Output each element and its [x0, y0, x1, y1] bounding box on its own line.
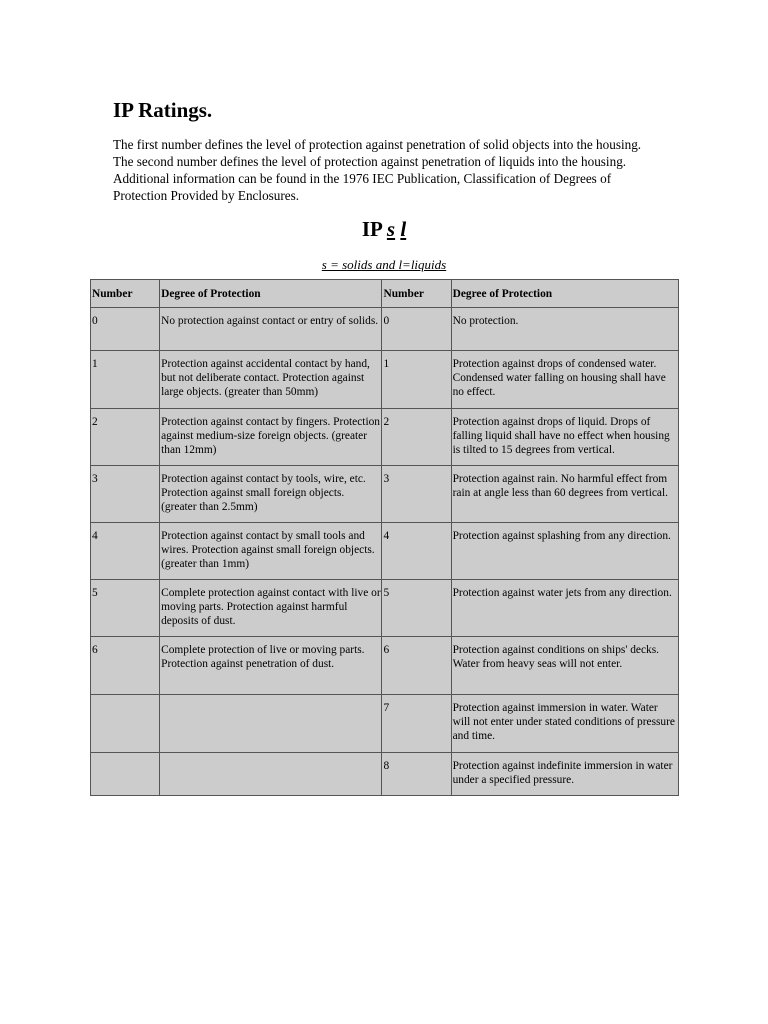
intro-paragraph: The first number defines the level of protection against penetration of solid objects into the housing. The second number defines the level of protection against penetration of liquids into the housing. Additional information can be found in the 1976 IEC Publication, Classification of Degrees of Protection Provided by Enclosures.	[113, 137, 642, 203]
table-row	[91, 695, 679, 753]
table-header-row	[91, 280, 679, 308]
table-row	[91, 351, 679, 409]
liquid-protection-cell: Protection against drops of liquid. Drops of falling liquid shall have no effect when housing is tilted to 15 degrees from vertical.	[451, 409, 678, 466]
solid-protection-cell: Protection against contact by fingers. Protection against medium-size foreign objects. (greater than 12mm)	[160, 409, 382, 466]
table-row	[91, 753, 679, 796]
table-row	[91, 523, 679, 580]
header-liquid-protection: Degree of Protection	[451, 280, 678, 308]
table-row	[91, 637, 679, 695]
solid-number-cell: 3	[91, 466, 160, 523]
liquid-number-cell: 8	[382, 753, 451, 796]
ip-code-heading	[0, 216, 768, 242]
liquid-protection-cell: Protection against splashing from any direction.	[451, 523, 678, 580]
table-row	[91, 308, 679, 351]
solid-number-cell: 4	[91, 523, 160, 580]
solid-protection-cell: Complete protection of live or moving parts. Protection against penetration of dust.	[160, 637, 382, 695]
liquid-number-cell: 4	[382, 523, 451, 580]
liquid-number-cell: 5	[382, 580, 451, 637]
liquid-number-cell: 0	[382, 308, 451, 351]
solid-variable: s	[386, 217, 396, 241]
liquid-number-cell: 3	[382, 466, 451, 523]
solid-number-cell: 2	[91, 409, 160, 466]
solid-protection-cell	[160, 695, 382, 753]
liquid-number-cell: 7	[382, 695, 451, 753]
liquid-protection-cell: Protection against rain. No harmful effect from rain at angle less than 60 degrees from vertical.	[451, 466, 678, 523]
liquid-protection-cell: Protection against immersion in water. Water will not enter under stated conditions of pressure and time.	[451, 695, 678, 753]
solid-number-cell: 1	[91, 351, 160, 409]
table-row	[91, 409, 679, 466]
solid-protection-cell: Protection against contact by tools, wire, etc. Protection against small foreign objects. (greater than 2.5mm)	[160, 466, 382, 523]
solid-number-cell	[91, 753, 160, 796]
table-row	[91, 466, 679, 523]
ip-prefix: IP	[361, 217, 382, 241]
liquid-protection-cell: Protection against water jets from any direction.	[451, 580, 678, 637]
solid-protection-cell	[160, 753, 382, 796]
solid-number-cell: 5	[91, 580, 160, 637]
ip-ratings-table	[90, 279, 679, 796]
solid-protection-cell: Complete protection against contact with live or moving parts. Protection against harmful deposits of dust.	[160, 580, 382, 637]
liquid-protection-cell: Protection against drops of condensed water. Condensed water falling on housing shall have no effect.	[451, 351, 678, 409]
liquid-protection-cell: Protection against conditions on ships' decks. Water from heavy seas will not enter.	[451, 637, 678, 695]
solid-number-cell	[91, 695, 160, 753]
solid-number-cell: 6	[91, 637, 160, 695]
solid-number-cell: 0	[91, 308, 160, 351]
liquid-protection-cell: No protection.	[451, 308, 678, 351]
table-row	[91, 580, 679, 637]
header-liquid-number: Number	[382, 280, 451, 308]
liquid-protection-cell: Protection against indefinite immersion in water under a specified pressure.	[451, 753, 678, 796]
solid-protection-cell: Protection against contact by small tools and wires. Protection against small foreign objects. (greater than 1mm)	[160, 523, 382, 580]
header-solid-number: Number	[91, 280, 160, 308]
liquid-number-cell: 6	[382, 637, 451, 695]
liquid-number-cell: 2	[382, 409, 451, 466]
solid-protection-cell: Protection against accidental contact by hand, but not deliberate contact. Protection against large objects. (greater than 50mm)	[160, 351, 382, 409]
liquid-number-cell: 1	[382, 351, 451, 409]
liquid-variable: l	[400, 217, 407, 241]
variable-legend: s = solids and l=liquids	[321, 257, 447, 272]
page-title: IP Ratings.	[113, 98, 213, 122]
header-solid-protection: Degree of Protection	[160, 280, 382, 308]
solid-protection-cell: No protection against contact or entry of solids.	[160, 308, 382, 351]
